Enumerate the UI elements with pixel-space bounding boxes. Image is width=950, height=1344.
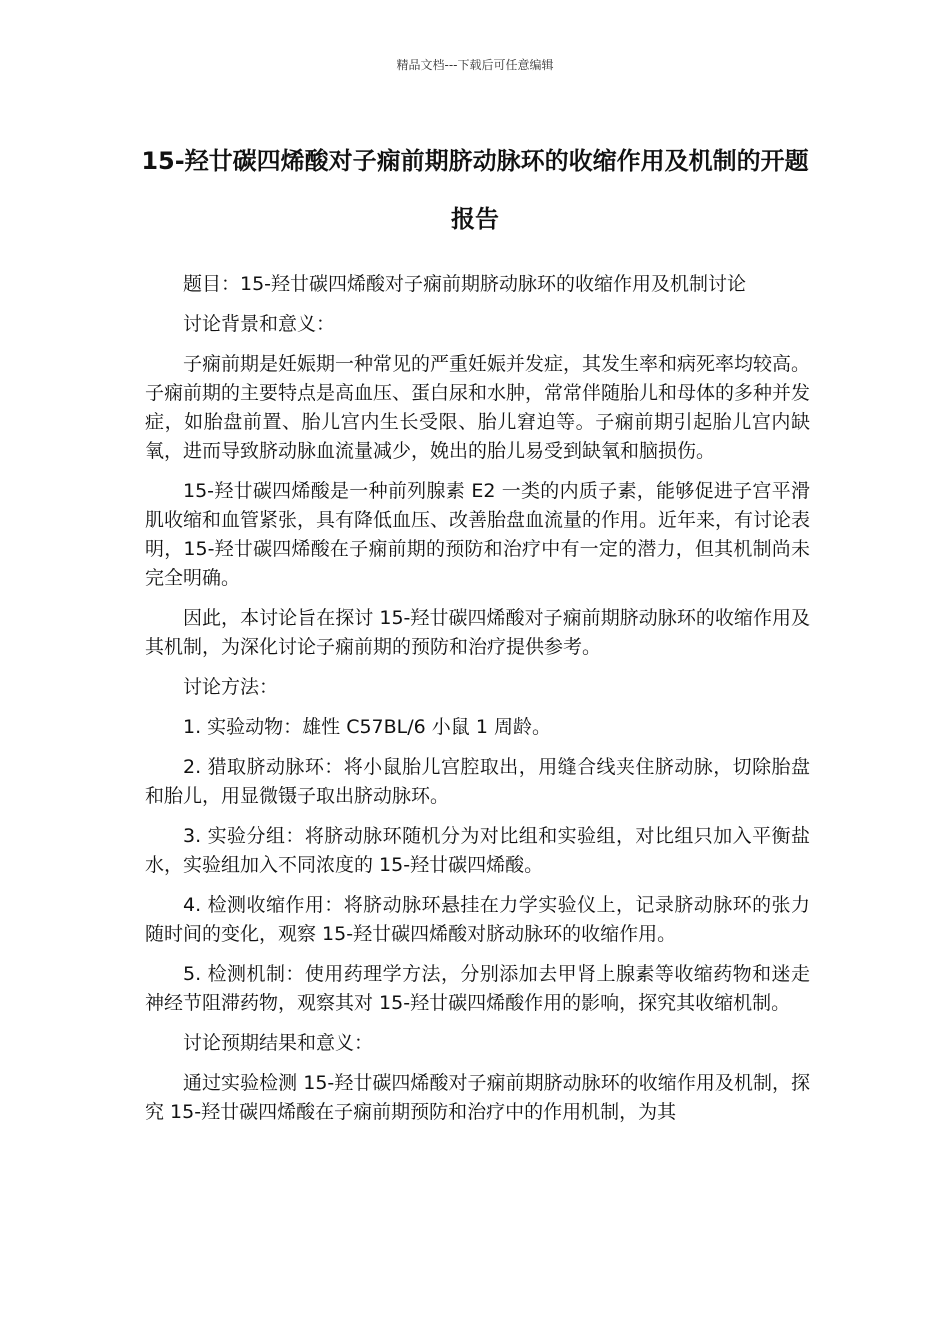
- document-title: 15-羟廿碳四烯酸对子痫前期脐动脉环的收缩作用及机制的开题报告: [141, 147, 809, 233]
- paragraph-background-1: 子痫前期是妊娠期一种常见的严重妊娠并发症，其发生率和病死率均较高。子痫前期的主要特点是高血压、蛋白尿和水肿，常常伴随胎儿和母体的多种并发症，如胎盘前置、胎儿宫内生长受限、胎儿窘迫等。子痫前期引起胎儿宫内缺氧，进而导致脐动脉血流量减少，娩出的胎儿易受到缺氧和脑损伤。: [145, 353, 811, 462]
- method-item-5: 5. 检测机制：使用药理学方法，分别添加去甲肾上腺素等收缩药物和迷走神经节阻滞药物，观察其对 15-羟廿碳四烯酸作用的影响，探究其收缩机制。: [145, 963, 810, 1014]
- section-heading-expected-results: 讨论预期结果和意义：: [183, 1032, 374, 1054]
- section-heading-methods: 讨论方法：: [183, 676, 279, 698]
- header-note: 精品文档---下载后可任意编辑: [396, 58, 554, 72]
- method-item-3: 3. 实验分组：将脐动脉环随机分为对比组和实验组，对比组只加入平衡盐水，实验组加入不同浓度的 15-羟廿碳四烯酸。: [145, 825, 810, 876]
- document-body: [145, 270, 810, 1138]
- paragraph-background-2: 15-羟廿碳四烯酸是一种前列腺素 E2 一类的内质子素，能够促进子宫平滑肌收缩和血管紧张，具有降低血压、改善胎盘血流量的作用。近年来，有讨论表明，15-羟廿碳四烯酸在子痫前期的预防和治疗中有一定的潜力，但其机制尚未完全明确。: [145, 480, 811, 589]
- topic-paragraph: 题目：15-羟廿碳四烯酸对子痫前期脐动脉环的收缩作用及机制讨论: [183, 273, 747, 295]
- paragraph-background-3: 因此，本讨论旨在探讨 15-羟廿碳四烯酸对子痫前期脐动脉环的收缩作用及其机制，为深化讨论子痫前期的预防和治疗提供参考。: [145, 607, 810, 658]
- method-item-4: 4. 检测收缩作用：将脐动脉环悬挂在力学实验仪上，记录脐动脉环的张力随时间的变化，观察 15-羟廿碳四烯酸对脐动脉环的收缩作用。: [145, 894, 810, 945]
- section-heading-background: 讨论背景和意义：: [183, 313, 336, 335]
- paragraph-expected-results: 通过实验检测 15-羟廿碳四烯酸对子痫前期脐动脉环的收缩作用及机制，探究 15-羟廿碳四烯酸在子痫前期预防和治疗中的作用机制，为其: [145, 1072, 810, 1123]
- method-item-2: 2. 猎取脐动脉环：将小鼠胎儿宫腔取出，用缝合线夹住脐动脉，切除胎盘和胎儿，用显微镊子取出脐动脉环。: [145, 756, 810, 807]
- method-item-1: 1. 实验动物：雄性 C57BL/6 小鼠 1 周龄。: [183, 716, 551, 738]
